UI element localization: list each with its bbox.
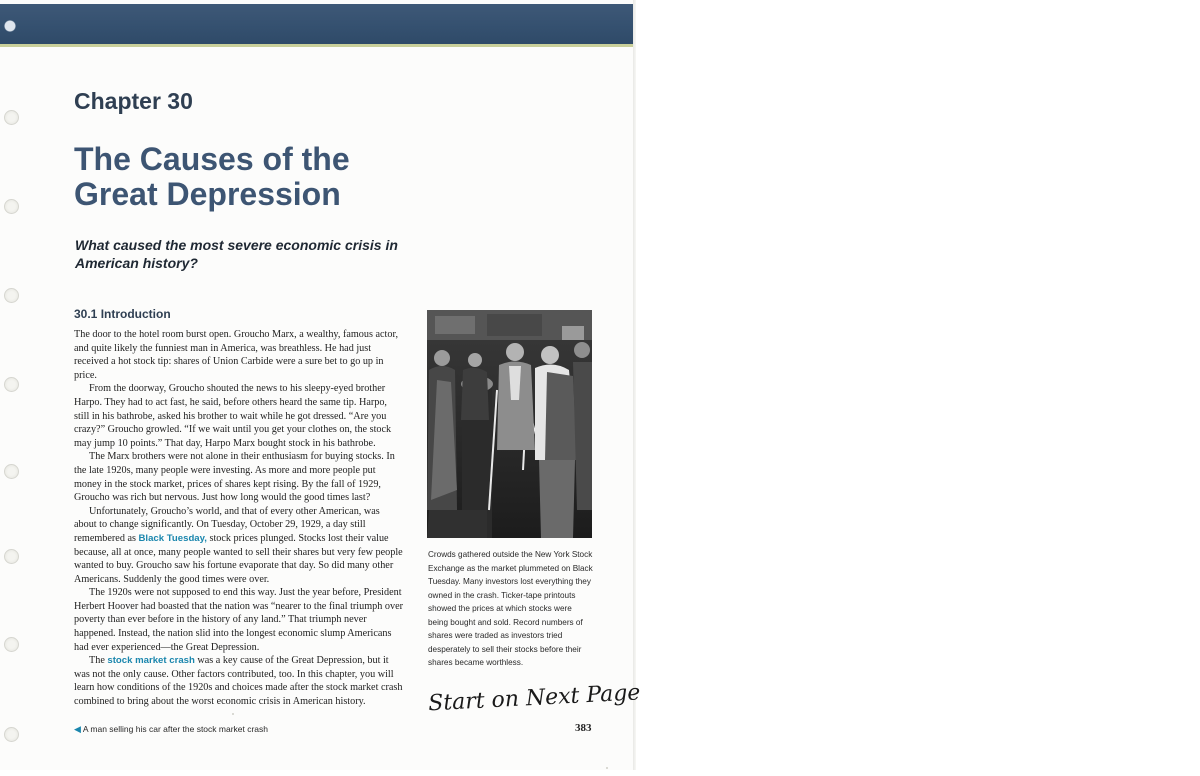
paragraph bbox=[74, 654, 404, 708]
arrow-left-icon: ◀ bbox=[74, 724, 81, 734]
binder-hole bbox=[4, 199, 19, 214]
chapter-header-band bbox=[0, 4, 633, 44]
binder-hole bbox=[4, 637, 19, 652]
paragraph: The 1920s were not supposed to end this way. Just the year before, President Herbert Hoover had boasted that the nation was “nearer to the final triumph over poverty than ever before in the history of any land.” That triumph never happened. Instead, the nation slid into the longest economic slump Americans had ever experienced—the Great Depression. bbox=[74, 587, 403, 653]
header-accent-stripe bbox=[0, 44, 633, 47]
stock-exchange-photo bbox=[427, 310, 592, 538]
handwritten-note-text: Start on Next Page bbox=[427, 680, 642, 717]
paragraph-text: stock prices plunged. Stocks lost their value because, all at once, many people wanted to sell their shares but very few people wanted to buy. Groucho saw his fortune evaporate that day. So did many other Americans. Suddenly the good times were over. bbox=[74, 532, 403, 585]
handwritten-note-graphic bbox=[427, 676, 642, 717]
body-text bbox=[74, 328, 404, 709]
page-number: 383 bbox=[575, 722, 592, 734]
binder-hole bbox=[4, 288, 19, 303]
paragraph bbox=[74, 505, 404, 587]
bottom-photo-caption bbox=[74, 724, 268, 735]
binder-hole bbox=[4, 464, 19, 479]
binder-hole bbox=[4, 549, 19, 564]
section-heading: 30.1 Introduction bbox=[74, 307, 171, 321]
scan-speck bbox=[232, 713, 234, 715]
binder-holes bbox=[0, 0, 24, 770]
scan-edge bbox=[633, 0, 636, 770]
essential-question: What caused the most severe economic crisis in American history? bbox=[75, 237, 398, 271]
binder-hole bbox=[4, 110, 19, 125]
scan-speck bbox=[606, 767, 608, 769]
chapter-title-line-2: Great Depression bbox=[74, 176, 341, 212]
paragraph-text: was a key cause of the Great Depression, but it was not the only cause. Other factors contributed, too. In this chapter, you will learn how conditions of the 1920s and choices made after the stock market crash combined to bring about the worst economic crisis in American history. bbox=[74, 655, 403, 708]
paragraph: From the doorway, Groucho shouted the news to his sleepy-eyed brother Harpo. They had to act fast, he said, before others heard the same tip. Harpo, still in his bathrobe, asked his brother to wait while he got dressed. “Are you crazy?” Groucho growled. “If we wait until you get your clothes on, the stock may jump 10 points.” That day, Harpo Marx bought stock in his bathrobe. bbox=[74, 383, 392, 449]
key-term-black-tuesday: Black Tuesday, bbox=[138, 532, 207, 544]
paragraph-text: The bbox=[89, 655, 108, 667]
binder-hole bbox=[4, 377, 19, 392]
photo-caption: Crowds gathered outside the New York Stock Exchange as the market plummeted on Black Tuesday. Many investors lost everything they owned in the crash. Ticker-tape printouts showed the prices at which stocks were being bought and sold. Record numbers of shares were traded as investors tried desperately to sell their stocks before their shares became worthless. bbox=[428, 550, 593, 667]
chapter-title bbox=[74, 142, 434, 212]
chapter-label: Chapter 30 bbox=[74, 88, 193, 114]
binder-hole bbox=[4, 727, 19, 742]
paragraph: The door to the hotel room burst open. Groucho Marx, a wealthy, famous actor, and quite likely the funniest man in America, was breathless. He had just received a hot stock tip: shares of Union Carbide were a sure bet to go up in price. bbox=[74, 329, 398, 381]
paragraph: The Marx brothers were not alone in their enthusiasm for buying stocks. In the late 1920s, many people were investing. As more and more people put money in the stock market, prices of shares kept rising. By the fall of 1929, Groucho was rich but nervous. Just how long would the good times last? bbox=[74, 451, 395, 504]
paragraph-text: Unfortunately, Groucho’s world, and that of every other American, was about to change significantly. On Tuesday, October 29, 1929, a day still remembered as bbox=[74, 505, 380, 544]
key-term-stock-market-crash: stock market crash bbox=[107, 655, 195, 667]
handwritten-note bbox=[427, 676, 642, 717]
bottom-caption-text: A man selling his car after the stock market crash bbox=[82, 724, 269, 734]
stock-exchange-photo-graphic bbox=[427, 310, 592, 538]
chapter-title-line-1: The Causes of the bbox=[74, 141, 350, 177]
